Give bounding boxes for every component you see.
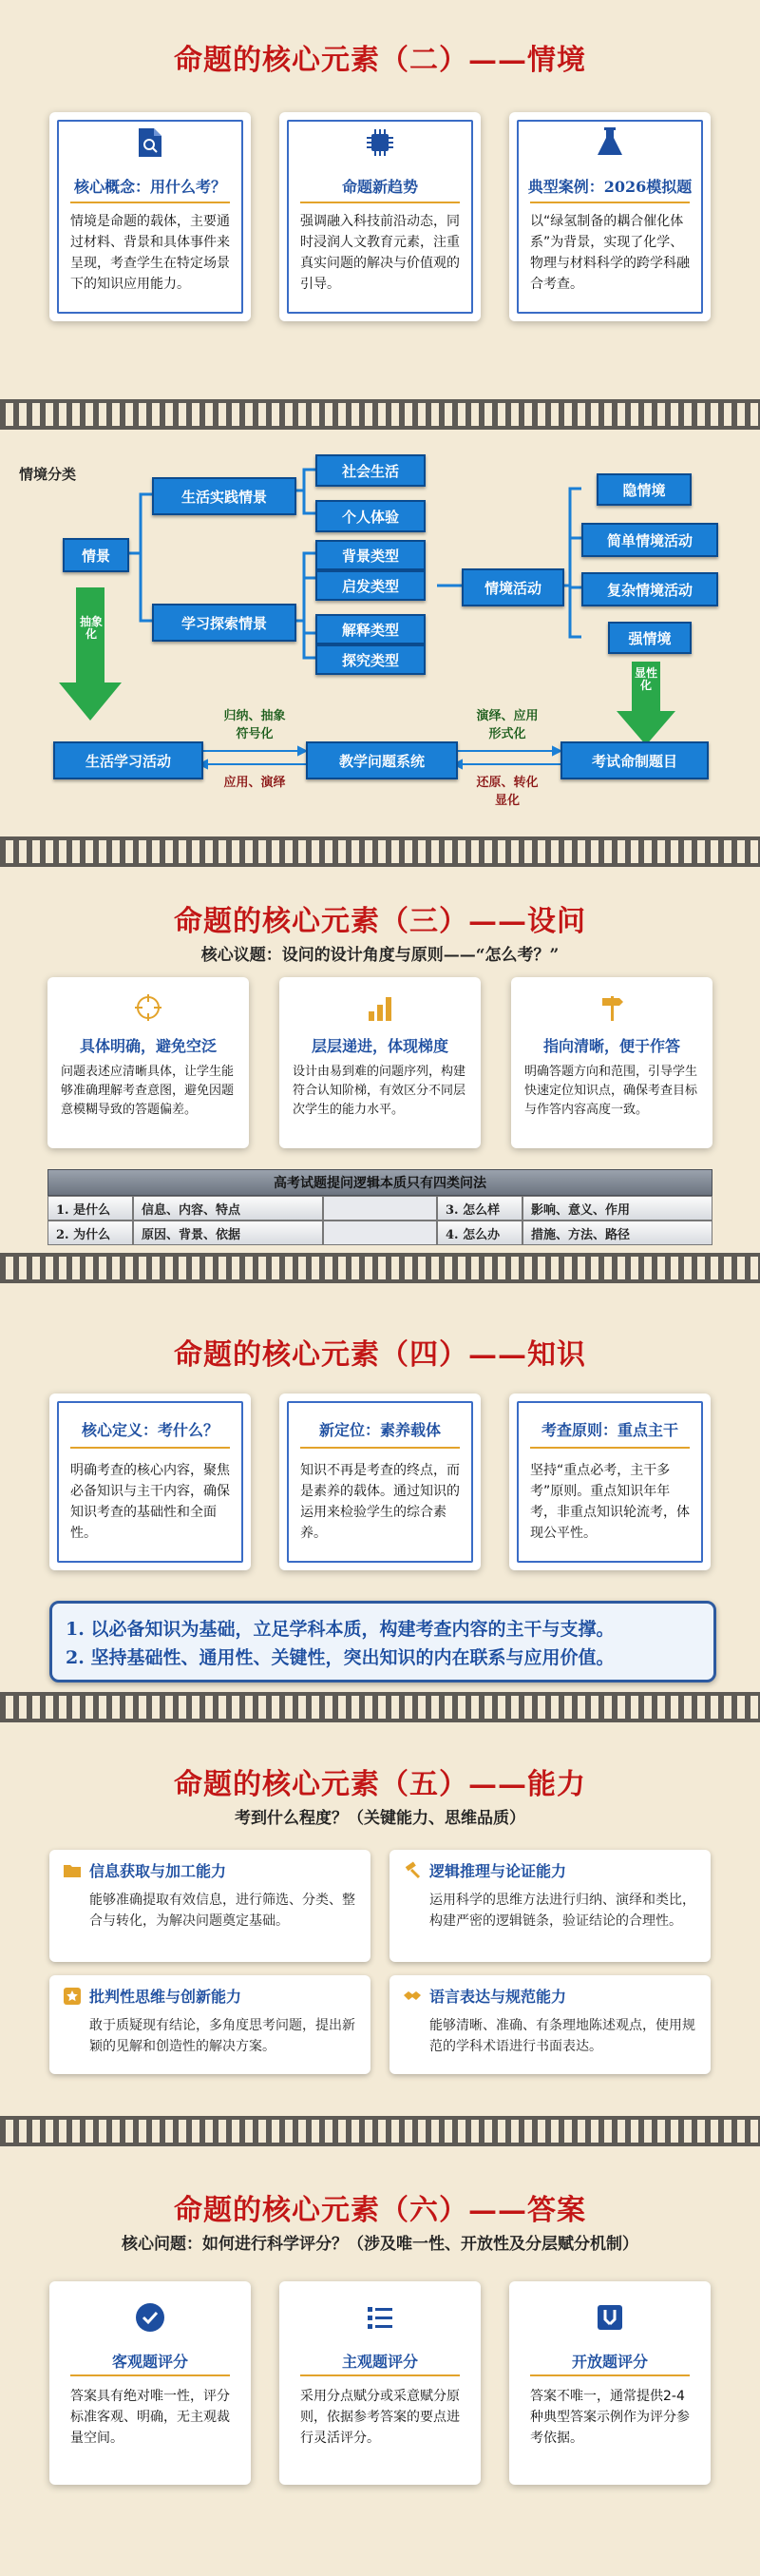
section6-subtitle: 核心问题：如何进行科学评分？（涉及唯一性、开放性及分层赋分机制） — [122, 2235, 638, 2254]
diagram-study-item-2: 启发类型 — [315, 570, 426, 601]
diagram-life-item-1: 社会生活 — [315, 454, 426, 487]
s4-card-2-head: 新定位：素养载体 — [318, 1421, 441, 1439]
banner-line-2: 2. 坚持基础性、通用性、关键性，突出知识的内在联系与应用价值。 — [66, 1647, 615, 1668]
list-icon — [361, 2298, 399, 2336]
table-cell: 4. 怎么办 — [437, 1221, 522, 1245]
s4-card-2-body: 知识不再是考查的终点，而是素养的载体。通过知识的运用来检验学生的综合素养。 — [300, 1463, 460, 1541]
s5-card-4-head: 语言表达与规范能力 — [429, 1988, 567, 2006]
star-box-icon — [63, 1987, 82, 2006]
bar-chart-icon — [361, 989, 399, 1027]
question-type-table — [48, 1169, 712, 1245]
s6-card-2-head: 主观题评分 — [341, 2353, 418, 2371]
s2-card-1-body: 情境是命题的载体，主要通过材料、背景和具体事件来呈现，考查学生在特定场景下的知识应用能力。 — [70, 214, 230, 292]
s2-card-2-head: 命题新趋势 — [341, 178, 418, 196]
section5-subtitle: 考到什么程度？（关键能力、思维品质） — [235, 1809, 525, 1828]
s3-card-2-head: 层层递进，体现梯度 — [311, 1037, 448, 1055]
s5-card-3-head: 批判性思维与创新能力 — [89, 1988, 242, 2006]
table-cell — [323, 1196, 437, 1221]
s6-card-1-body: 答案具有绝对唯一性，评分标准客观、明确，无主观裁量空间。 — [70, 2389, 230, 2446]
s5-card-4-body: 能够清晰、准确、有条理地陈述观点，使用规范的学科术语进行书面表达。 — [429, 2018, 695, 2054]
check-circle-icon — [131, 2298, 169, 2336]
diagram-study-item-4: 探究类型 — [315, 644, 426, 675]
s2-card-3-body: 以“绿氢制备的耦合催化体系”为背景，实现了化学、物理与材料科学的跨学科融合考查。 — [530, 214, 690, 292]
diagram-activity-item-1: 隐情境 — [597, 473, 692, 506]
diagram-label-bottom-right: 还原、转化 显化 — [476, 776, 539, 808]
s3-card-1-body: 问题表述应清晰具体，让学生能够准确理解考查意图，避免因题意模糊导致的答题偏差。 — [61, 1065, 235, 1117]
folder-icon — [63, 1861, 82, 1880]
decorative-border — [0, 1692, 760, 1722]
diagram-label-top-left: 归纳、抽象 符号化 — [223, 709, 286, 741]
situation-diagram — [0, 435, 760, 835]
table-title: 高考试题提问逻辑本质只有四类问法 — [48, 1169, 712, 1196]
s3-card-3-body: 明确答题方向和范围，引导学生快速定位知识点，确保考查目标与作答内容高度一致。 — [524, 1065, 698, 1117]
s6-card-3-head: 开放题评分 — [571, 2353, 648, 2371]
table-cell: 原因、背景、依据 — [133, 1221, 323, 1245]
s6-card-1 — [49, 2281, 251, 2485]
diagram-label: 情境分类 — [19, 466, 77, 483]
banner-line-1: 1. 以必备知识为基础，立足学科本质，构建考查内容的主干与支撑。 — [66, 1619, 615, 1640]
s5-card-2-body: 运用科学的思维方法进行归纳、演绎和类比，构建严密的逻辑链条，验证结论的合理性。 — [429, 1893, 695, 1929]
decorative-border — [0, 1253, 760, 1283]
decorative-border — [0, 2116, 760, 2146]
diagram-label-top-right: 演绎、应用 形式化 — [476, 709, 539, 741]
s5-card-3-body: 敢于质疑现有结论，多角度思考问题，提出新颖的见解和创造性的解决方案。 — [89, 2018, 355, 2054]
diagram-study-item-1: 背景类型 — [315, 540, 426, 570]
diagram-right-bottom: 考试命制题目 — [560, 741, 709, 779]
s3-card-1-head: 具体明确，避免空泛 — [79, 1037, 217, 1055]
s2-card-1 — [49, 112, 251, 321]
s6-card-3-body: 答案不唯一，通常提供2-4种典型答案示例作为评分参考依据。 — [530, 2389, 690, 2446]
s6-card-3 — [509, 2281, 711, 2485]
decorative-border — [0, 836, 760, 867]
s4-card-3-head: 考查原则：重点主干 — [541, 1421, 678, 1439]
s5-card-4 — [390, 1975, 711, 2074]
s2-card-2-body: 强调融入科技前沿动态，同时浸润人文教育元素，注重真实问题的解决与价值观的引导。 — [300, 214, 460, 292]
section3-subtitle: 核心议题：设问的设计角度与原则——“怎么考？” — [200, 946, 560, 965]
target-icon — [129, 989, 167, 1027]
s5-card-3 — [49, 1975, 370, 2074]
diagram-label-bottom-left: 应用、演绎 — [223, 776, 286, 790]
s4-card-1-body: 明确考查的核心内容，聚焦必备知识与主干内容，确保知识考查的基础性和全面性。 — [70, 1463, 230, 1541]
table-cell: 1. 是什么 — [48, 1196, 133, 1221]
s3-card-2-body: 设计由易到难的问题序列，构建符合认知阶梯，有效区分不同层次学生的能力水平。 — [293, 1065, 466, 1117]
s2-card-3-head: 典型案例：2026模拟题 — [527, 178, 693, 196]
s4-card-1 — [49, 1394, 251, 1570]
table-cell — [323, 1221, 437, 1245]
table-cell: 3. 怎么样 — [437, 1196, 522, 1221]
diagram-explicit-arrow-label: 显性化 — [635, 666, 658, 692]
table-cell: 影响、意义、作用 — [522, 1196, 712, 1221]
diagram-root: 情景 — [63, 538, 129, 572]
s2-card-3 — [509, 112, 711, 321]
diagram-abstract-arrow-label: 抽象化 — [80, 615, 104, 641]
document-icon — [131, 124, 169, 162]
table-cell: 信息、内容、特点 — [133, 1196, 323, 1221]
diagram-activity-item-4: 强情境 — [608, 622, 692, 654]
gavel-icon — [403, 1861, 422, 1880]
table-cell: 措施、方法、路径 — [522, 1221, 712, 1245]
flask-icon — [591, 124, 629, 162]
diagram-activity-item-2: 简单情境活动 — [581, 523, 718, 557]
diagram-activity-item-3: 复杂情境活动 — [581, 572, 718, 606]
layers-icon — [591, 2298, 629, 2336]
handshake-icon — [403, 1987, 422, 2006]
s4-card-3 — [509, 1394, 711, 1570]
section4-title: 命题的核心元素（四）——知识 — [174, 1338, 586, 1372]
signpost-icon — [593, 989, 631, 1027]
diagram-activity: 情境活动 — [462, 568, 564, 606]
s3-card-1 — [48, 977, 249, 1148]
section2-title: 命题的核心元素（二）——情境 — [174, 44, 586, 77]
s3-card-3 — [511, 977, 712, 1148]
decorative-border — [0, 399, 760, 430]
knowledge-banner — [49, 1601, 716, 1682]
s5-card-1 — [49, 1850, 370, 1962]
s2-card-1-head: 核心概念：用什么考？ — [73, 178, 226, 196]
s5-card-1-head: 信息获取与加工能力 — [89, 1862, 227, 1880]
table-row — [48, 1196, 712, 1221]
s5-card-2-head: 逻辑推理与论证能力 — [429, 1862, 567, 1880]
s4-card-3-body: 坚持“重点必考，主干多考”原则。重点知识年年考，非重点知识轮流考，体现公平性。 — [530, 1463, 690, 1541]
section6-title: 命题的核心元素（六）——答案 — [174, 2194, 586, 2227]
s6-card-1-head: 客观题评分 — [111, 2353, 188, 2371]
s4-card-2 — [279, 1394, 481, 1570]
diagram-study-item-3: 解释类型 — [315, 614, 426, 644]
s4-card-1-head: 核心定义：考什么？ — [81, 1421, 218, 1439]
section5-title: 命题的核心元素（五）——能力 — [174, 1768, 586, 1801]
diagram-mid-bottom: 教学问题系统 — [306, 741, 458, 779]
s3-card-3-head: 指向清晰，便于作答 — [542, 1037, 680, 1055]
chip-icon — [361, 124, 399, 162]
diagram-life-item-2: 个人体验 — [315, 500, 426, 532]
diagram-left-bottom: 生活学习活动 — [53, 741, 203, 779]
diagram-life: 生活实践情景 — [152, 477, 296, 515]
section3-title: 命题的核心元素（三）——设问 — [174, 905, 586, 938]
s2-card-2 — [279, 112, 481, 321]
s3-card-2 — [279, 977, 481, 1148]
table-cell: 2. 为什么 — [48, 1221, 133, 1245]
s5-card-1-body: 能够准确提取有效信息，进行筛选、分类、整合与转化，为解决问题奠定基础。 — [89, 1893, 355, 1929]
s6-card-2 — [279, 2281, 481, 2485]
s5-card-2 — [390, 1850, 711, 1962]
table-row — [48, 1221, 712, 1245]
s6-card-2-body: 采用分点赋分或采意赋分原则，依据参考答案的要点进行灵活评分。 — [300, 2389, 460, 2446]
diagram-study: 学习探索情景 — [152, 604, 296, 642]
